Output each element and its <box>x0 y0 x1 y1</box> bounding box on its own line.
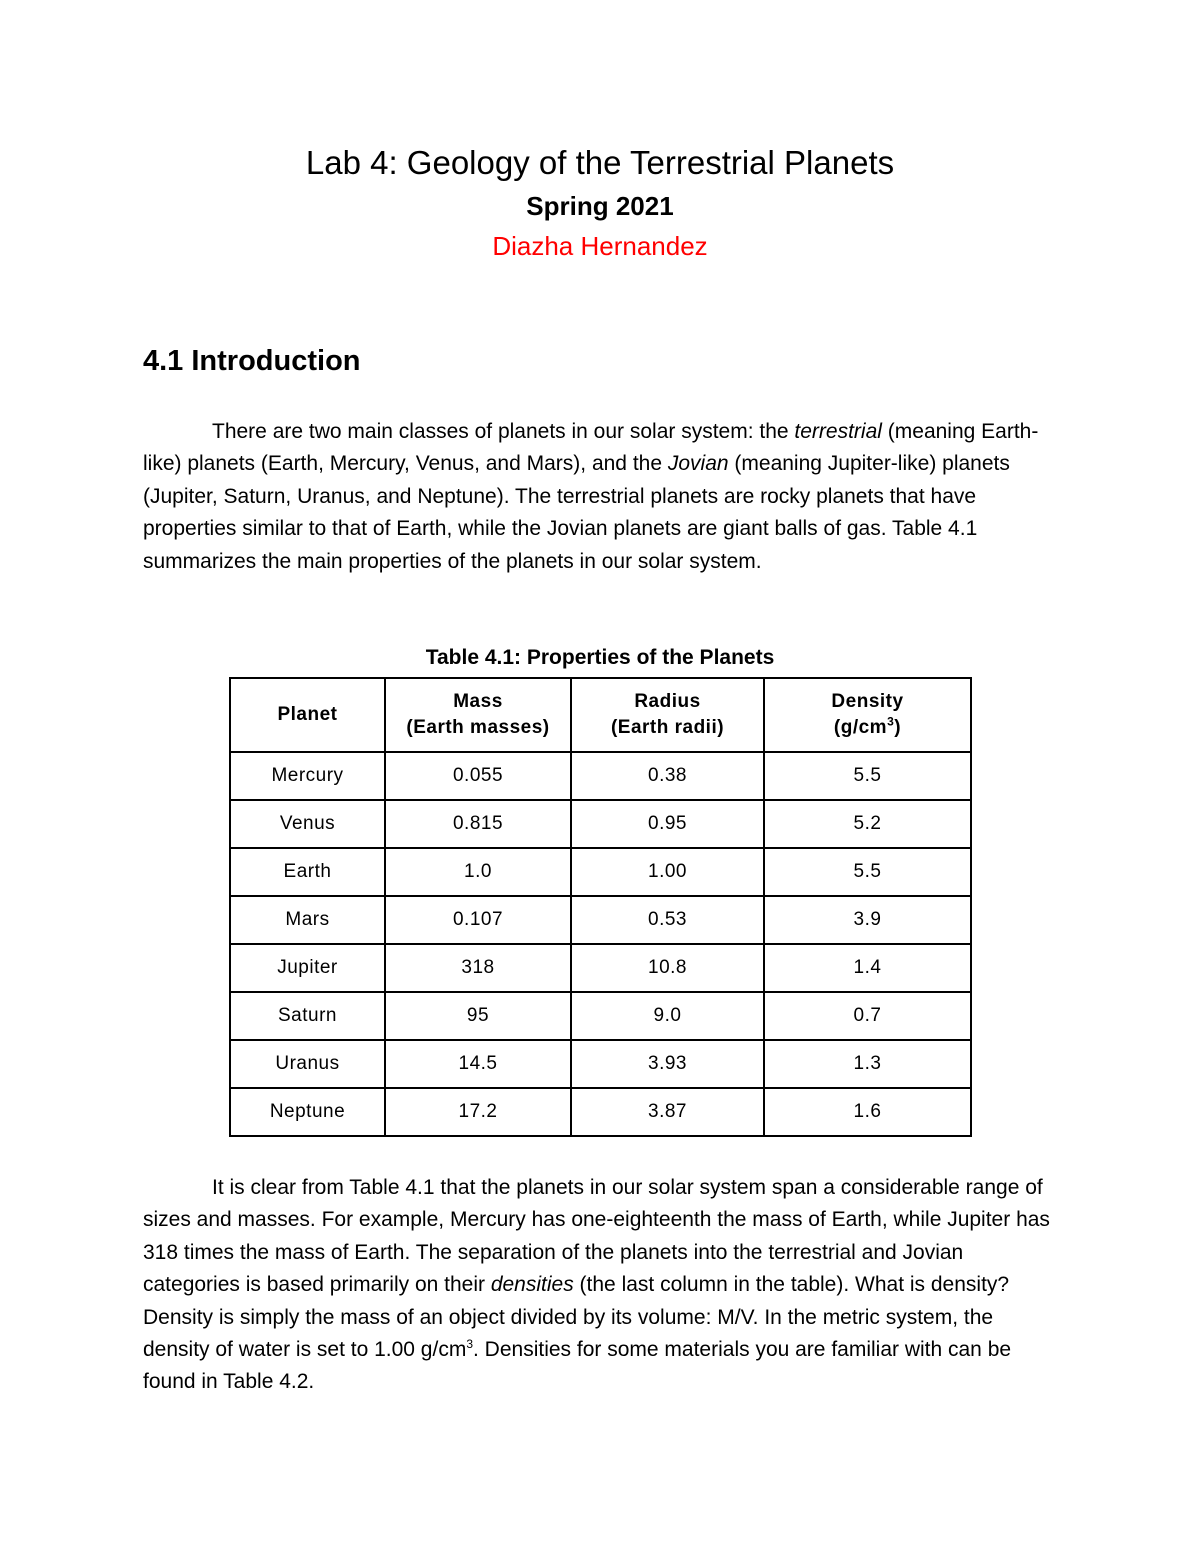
intro-emphasis-terrestrial: terrestrial <box>794 420 882 443</box>
cell-density: 3.9 <box>764 896 971 944</box>
header-radius <box>571 678 764 752</box>
density-superscript: 3 <box>466 1337 474 1352</box>
cell-density: 1.3 <box>764 1040 971 1088</box>
cell-radius: 3.87 <box>571 1088 764 1136</box>
intro-paragraph <box>143 416 1063 578</box>
cell-mass: 95 <box>385 992 571 1040</box>
header-planet: Planet <box>230 678 385 752</box>
author-name: Diazha Hernandez <box>492 231 708 261</box>
table-row <box>230 1088 971 1136</box>
density-text-2: (the last column in the table). What is density? Density is simply the mass of an object divided by its volume: M/V. In the metric system, the density of water is set to 1.00 g/cm <box>143 1273 1010 1362</box>
density-text-1: It is clear from Table 4.1 that the planets in our solar system span a considerable range of sizes and masses. For example, Mercury has one-eighteenth the mass of Earth, while Jupiter has 318 times the mass of Earth. The separation of the planets into the terrestrial and Jovian categories is based primarily on their <box>143 1176 1050 1297</box>
cell-density: 5.5 <box>764 848 971 896</box>
header-mass-unit: (Earth masses) <box>406 717 550 738</box>
cell-mass: 318 <box>385 944 571 992</box>
header-radius-title: Radius <box>634 691 701 712</box>
table-row <box>230 944 971 992</box>
cell-density: 1.4 <box>764 944 971 992</box>
table-row <box>230 896 971 944</box>
density-unit-sup: 3 <box>887 714 895 729</box>
cell-planet: Jupiter <box>230 944 385 992</box>
cell-density: 5.5 <box>764 752 971 800</box>
document-subtitle: Spring 2021 <box>526 191 674 221</box>
cell-planet: Mars <box>230 896 385 944</box>
cell-planet: Neptune <box>230 1088 385 1136</box>
table-row <box>230 992 971 1040</box>
header-density-title: Density <box>831 691 904 712</box>
cell-radius: 0.95 <box>571 800 764 848</box>
table-header-row <box>230 678 971 752</box>
cell-radius: 0.53 <box>571 896 764 944</box>
cell-radius: 0.38 <box>571 752 764 800</box>
cell-radius: 3.93 <box>571 1040 764 1088</box>
table-row <box>230 752 971 800</box>
cell-planet: Saturn <box>230 992 385 1040</box>
cell-density: 0.7 <box>764 992 971 1040</box>
cell-planet: Venus <box>230 800 385 848</box>
section-heading: 4.1 Introduction <box>143 345 361 377</box>
density-unit-post: ) <box>894 717 902 738</box>
header-mass <box>385 678 571 752</box>
density-paragraph <box>143 1172 1063 1399</box>
cell-mass: 17.2 <box>385 1088 571 1136</box>
density-text-3: . Densities for some materials you are familiar with can be found in Table 4.2. <box>143 1338 1012 1394</box>
density-unit-pre: (g/cm <box>833 717 888 738</box>
table-row <box>230 1040 971 1088</box>
header-density <box>764 678 971 752</box>
header-radius-unit: (Earth radii) <box>610 717 725 738</box>
document-title: Lab 4: Geology of the Terrestrial Planets <box>305 144 895 181</box>
cell-planet: Earth <box>230 848 385 896</box>
cell-planet: Mercury <box>230 752 385 800</box>
cell-density: 1.6 <box>764 1088 971 1136</box>
table-body <box>230 752 971 1136</box>
cell-mass: 0.107 <box>385 896 571 944</box>
cell-radius: 10.8 <box>571 944 764 992</box>
intro-text-2: (meaning Earth-like) planets (Earth, Mercury, Venus, and Mars), and the <box>143 420 1039 476</box>
intro-text-1: There are two main classes of planets in our solar system: the <box>212 420 795 443</box>
table-caption: Table 4.1: Properties of the Planets <box>425 646 775 669</box>
table-row <box>230 800 971 848</box>
density-emphasis: densities <box>490 1273 574 1297</box>
cell-mass: 0.055 <box>385 752 571 800</box>
planets-table <box>229 677 972 1137</box>
intro-emphasis-jovian: Jovian <box>667 452 729 476</box>
cell-planet: Uranus <box>230 1040 385 1088</box>
cell-mass: 0.815 <box>385 800 571 848</box>
intro-text-3: (meaning Jupiter-like) planets (Jupiter, Saturn, Uranus, and Neptune). The terrestrial planets are rocky planets that have properties similar to that of Earth, while the Jovian planets are giant balls of gas. Table 4.1 summarizes the main properties of the planets in our solar system. <box>143 452 1010 573</box>
cell-mass: 14.5 <box>385 1040 571 1088</box>
cell-density: 5.2 <box>764 800 971 848</box>
cell-radius: 9.0 <box>571 992 764 1040</box>
cell-radius: 1.00 <box>571 848 764 896</box>
cell-mass: 1.0 <box>385 848 571 896</box>
header-mass-title: Mass <box>453 691 503 712</box>
header-density-unit <box>833 714 902 738</box>
table-row <box>230 848 971 896</box>
